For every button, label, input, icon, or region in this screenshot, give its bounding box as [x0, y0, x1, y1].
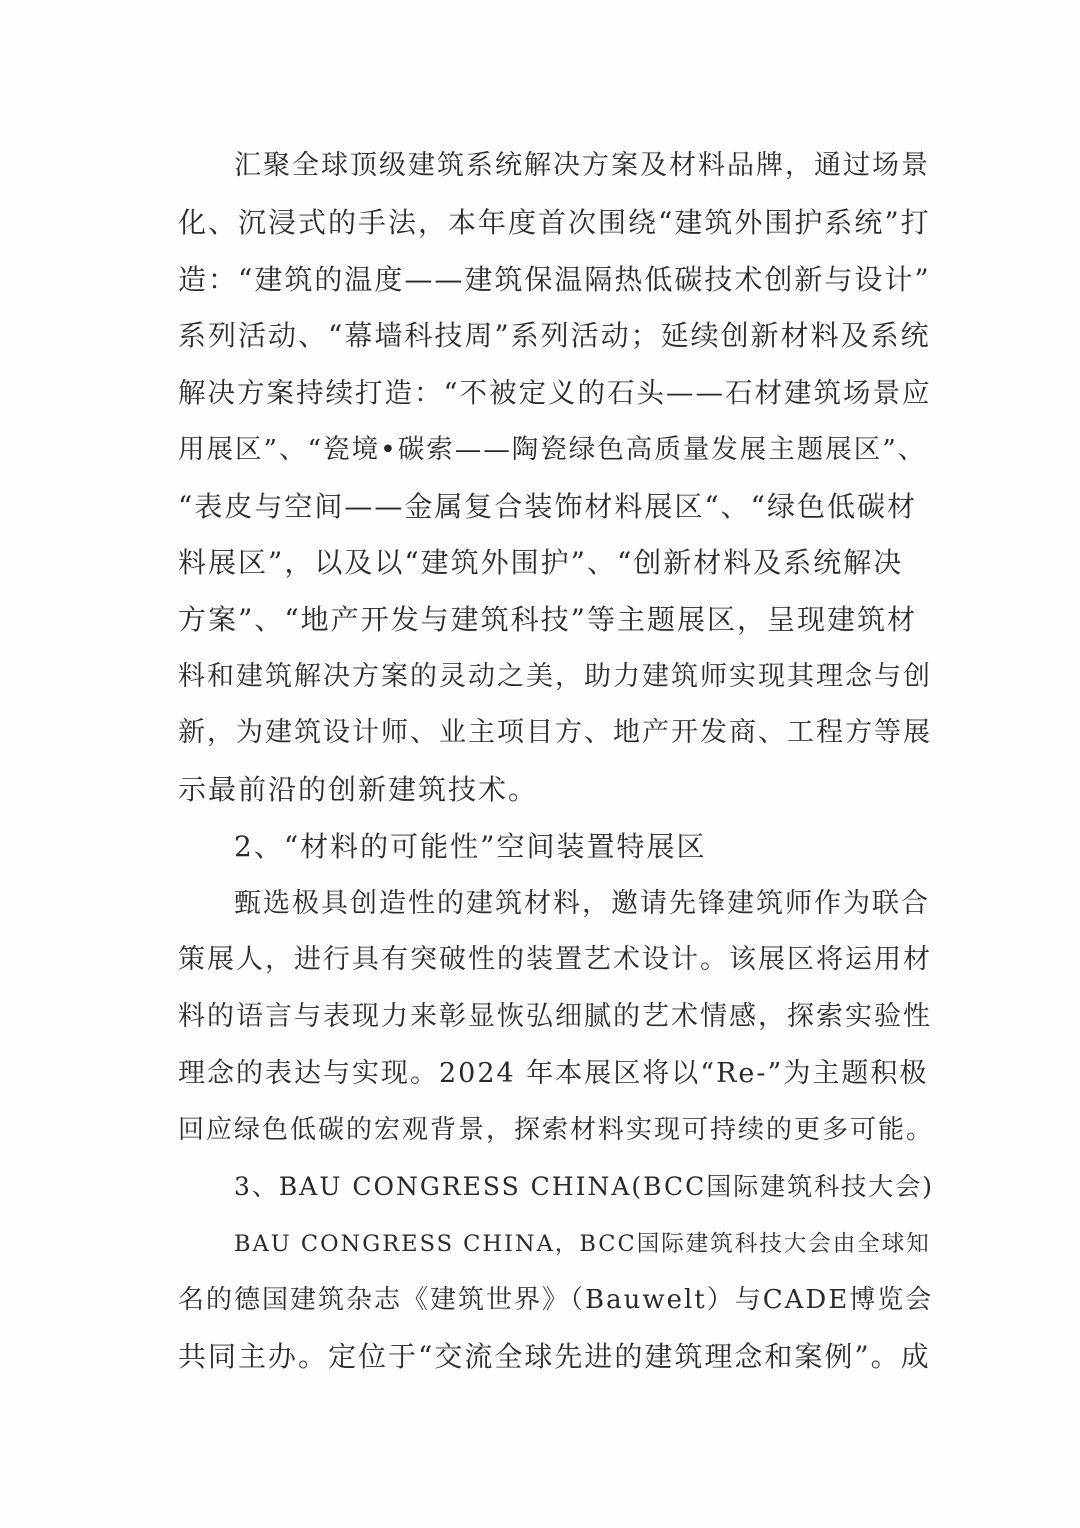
- paragraph-2-line-5: 回应绿色低碳的宏观背景，探索材料实现可持续的更多可能。: [178, 1115, 935, 1145]
- paragraph-3-line-3: 共同主办。定位于“交流全球先进的建筑理念和案例”。成: [178, 1340, 931, 1373]
- paragraph-2-line-4: 理念的表达与实现。2024 年本展区将以“Re-”为主题积极: [178, 1058, 929, 1089]
- paragraph-1-line-5: 解决方案持续打造：“不被定义的石头——石材建筑场景应: [178, 377, 932, 409]
- paragraph-1-line-1: 汇聚全球顶级建筑系统解决方案及材料品牌，通过场景: [234, 150, 930, 181]
- paragraph-1-line-3: 造：“建筑的温度——建筑保温隔热低碳技术创新与设计”: [178, 263, 931, 296]
- paragraph-1-line-10: 料和建筑解决方案的灵动之美，助力建筑师实现其理念与创: [178, 661, 932, 692]
- paragraph-1-line-8: 料展区”，以及以“建筑外围护”、“创新材料及系统解决: [178, 546, 904, 579]
- document-body: [178, 0, 938, 1528]
- paragraph-1-line-4: 系列活动、“幕墙科技周”系列活动；延续创新材料及系统: [178, 319, 931, 352]
- paragraph-2-line-3: 料的语言与表现力来彰显恢弘细腻的艺术情感，探索实验性: [178, 1001, 932, 1032]
- section-heading-2: 2、“材料的可能性”空间装置特展区: [234, 830, 707, 863]
- paragraph-1-line-2: 化、沉浸式的手法，本年度首次围绕“建筑外围护系统”打: [178, 206, 931, 239]
- paragraph-1-line-11: 新，为建筑设计师、业主项目方、地产开发商、工程方等展: [178, 717, 932, 748]
- paragraph-3-line-1: BAU CONGRESS CHINA，BCC国际建筑科技大会由全球知: [234, 1231, 931, 1257]
- paragraph-1-line-7: “表皮与空间——金属复合装饰材料展区“、“绿色低碳材: [178, 490, 917, 523]
- paragraph-1-line-12: 示最前沿的创新建筑技术。: [178, 773, 539, 806]
- paragraph-1-line-9: 方案”、“地产开发与建筑科技”等主题展区，呈现建筑材: [178, 603, 917, 636]
- section-heading-3: 3、BAU CONGRESS CHINA(BCC国际建筑科技大会): [234, 1172, 934, 1201]
- paragraph-2-line-2: 策展人，进行具有突破性的装置艺术设计。该展区将运用材: [178, 944, 932, 975]
- paragraph-2-line-1: 甄选极具创造性的建筑材料，邀请先锋建筑师作为联合: [234, 888, 930, 919]
- paragraph-1-line-6: 用展区”、“瓷境•碳索——陶瓷绿色高质量发展主题展区”、: [178, 434, 927, 465]
- paragraph-3-line-2: 名的德国建筑杂志《建筑世界》（Bauwelt）与CADE博览会: [178, 1285, 934, 1315]
